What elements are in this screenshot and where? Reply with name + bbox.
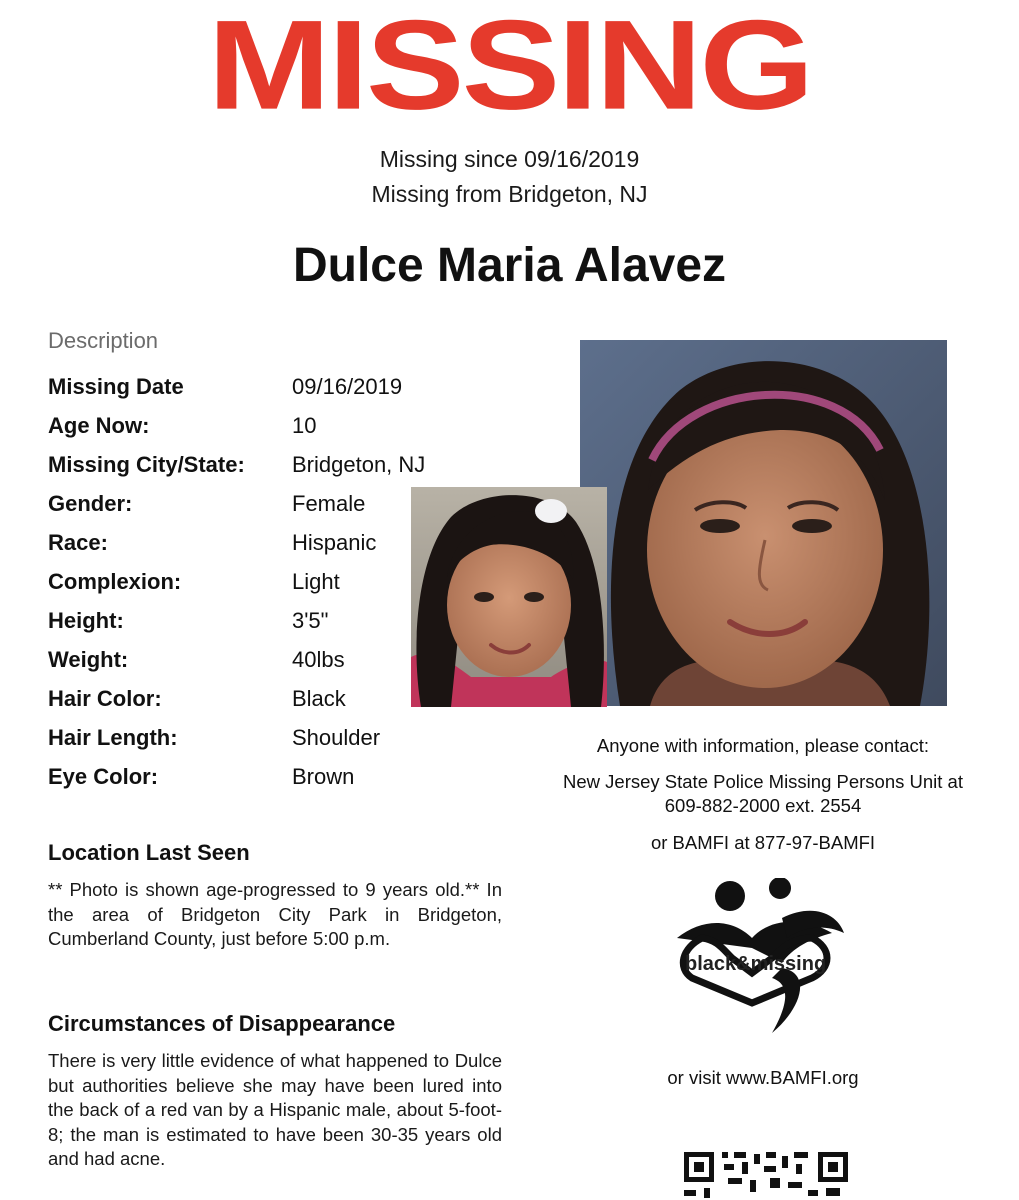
headline-missing: MISSING bbox=[207, 0, 812, 137]
row-value: Female bbox=[292, 491, 366, 516]
row-value: 10 bbox=[292, 413, 317, 438]
location-heading: Location Last Seen bbox=[48, 840, 250, 865]
row-value: Bridgeton, NJ bbox=[292, 452, 426, 477]
contact-bamfi-phone: or BAMFI at 877-97-BAMFI bbox=[650, 832, 876, 853]
row-value: 3'5" bbox=[292, 608, 329, 633]
black-and-missing-logo-icon bbox=[672, 878, 847, 1038]
row-value: Brown bbox=[292, 764, 355, 789]
description-heading: Description bbox=[48, 328, 159, 353]
row-label: Missing City/State: bbox=[48, 452, 245, 477]
row-label: Hair Color: bbox=[48, 686, 162, 711]
contact-website: or visit www.BAMFI.org bbox=[667, 1067, 859, 1088]
contact-phone: 609-882-2000 ext. 2554 bbox=[664, 795, 862, 816]
row-value: Light bbox=[292, 569, 340, 594]
logo-text: black&missing bbox=[685, 953, 827, 975]
row-label: Eye Color: bbox=[48, 764, 159, 789]
age-progressed-photo bbox=[580, 340, 947, 706]
contact-intro: Anyone with information, please contact: bbox=[596, 735, 930, 756]
row-value: Black bbox=[292, 686, 346, 711]
location-text: ** Photo is shown age-progressed to 9 years old.** In the area of Bridgeton City Park in Bridgeton, Cumberland County, just before 5:00 p.m. bbox=[48, 879, 502, 949]
row-label: Complexion: bbox=[48, 569, 182, 594]
circumstances-text: There is very little evidence of what happened to Dulce but authorities believe she may have been lured into the back of a red van by a Hispanic male, about 5-foot-8; the man is estimated to have been 30-35 years old and had acne. bbox=[48, 1050, 502, 1169]
row-value: 09/16/2019 bbox=[292, 374, 403, 399]
row-label: Age Now: bbox=[48, 413, 150, 438]
row-label: Missing Date bbox=[48, 374, 184, 399]
row-value: Shoulder bbox=[292, 725, 381, 750]
row-value: Hispanic bbox=[292, 530, 377, 555]
person-name: Dulce Maria Alavez bbox=[292, 239, 727, 292]
circumstances-heading: Circumstances of Disappearance bbox=[48, 1011, 396, 1036]
row-label: Race: bbox=[48, 530, 108, 555]
contact-agency: New Jersey State Police Missing Persons Unit at bbox=[563, 771, 963, 792]
row-label: Height: bbox=[48, 608, 124, 633]
row-label: Weight: bbox=[48, 647, 129, 672]
row-value: 40lbs bbox=[292, 647, 345, 672]
missing-from: Missing from Bridgeton, NJ bbox=[371, 181, 648, 207]
row-label: Gender: bbox=[48, 491, 133, 516]
childhood-photo bbox=[411, 487, 607, 707]
qr-code-icon bbox=[684, 1150, 848, 1200]
row-label: Hair Length: bbox=[48, 725, 178, 750]
missing-since: Missing since 09/16/2019 bbox=[379, 146, 640, 172]
